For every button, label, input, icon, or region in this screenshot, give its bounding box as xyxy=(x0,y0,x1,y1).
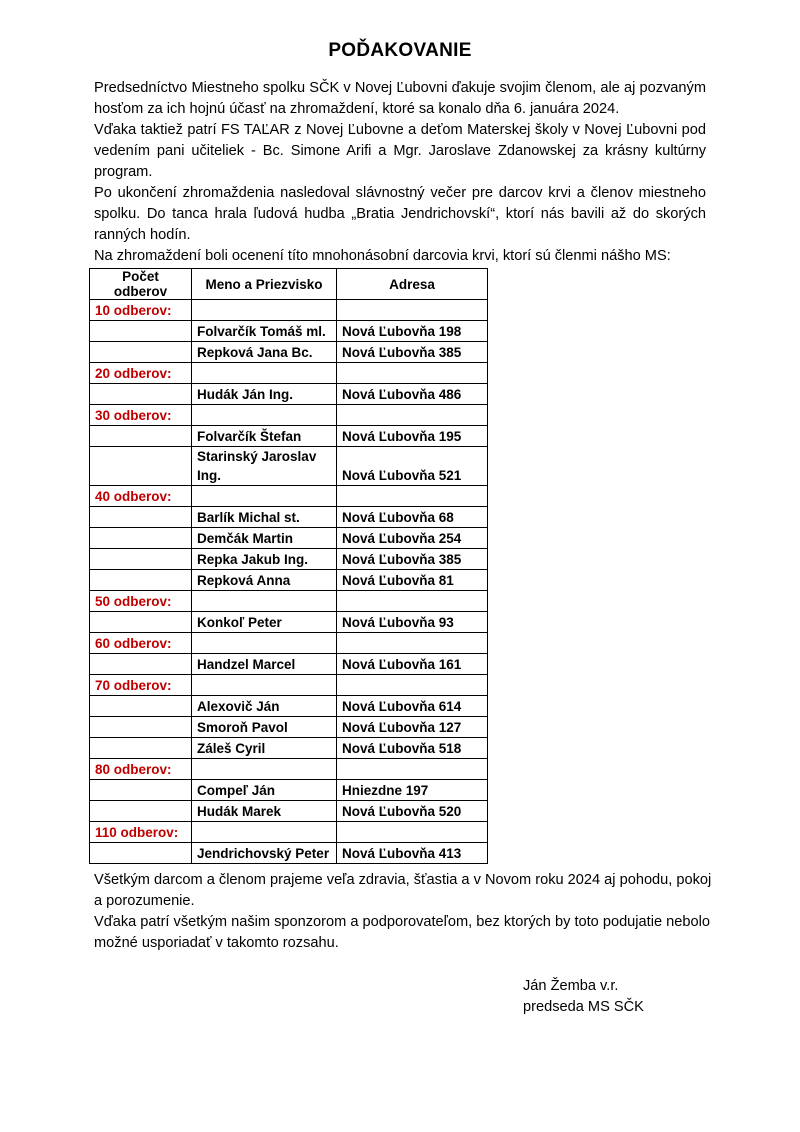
table-row xyxy=(90,780,488,801)
donor-address: Nová Ľubovňa 518 xyxy=(337,738,488,759)
donor-name: Folvarčík Štefan xyxy=(192,426,337,447)
header-count: Počet odberov xyxy=(90,269,192,300)
donor-name: Handzel Marcel xyxy=(192,654,337,675)
table-row xyxy=(90,384,488,405)
donor-address: Nová Ľubovňa 161 xyxy=(337,654,488,675)
donor-address: Nová Ľubovňa 68 xyxy=(337,507,488,528)
table-row xyxy=(90,801,488,822)
group-label: 20 odberov: xyxy=(90,363,192,384)
group-row xyxy=(90,675,488,696)
intro-paragraph: Po ukončení zhromaždenia nasledoval slávnostný večer pre darcov krvi a členov miestneho spolku. Do tanca hrala ľudová hudba „Bratia Jendrichovskí“, ktorí nás bavili až do skorých ranných hodín. xyxy=(94,185,706,243)
intro-paragraph: Predsedníctvo Miestneho spolku SČK v Novej Ľubovni ďakuje svojim členom, ale aj pozvaným hosťom za ich hojnú účasť na zhromaždení, ktoré sa konalo dňa 6. januára 2024. xyxy=(94,80,706,117)
donor-name: Compeľ Ján xyxy=(192,780,337,801)
donor-address: Nová Ľubovňa 195 xyxy=(337,426,488,447)
group-row xyxy=(90,822,488,843)
table-row xyxy=(90,447,488,486)
table-row xyxy=(90,654,488,675)
signature-name: Ján Žemba v.r. xyxy=(523,978,619,994)
donor-name: Záleš Cyril xyxy=(192,738,337,759)
intro-text xyxy=(94,78,706,267)
donor-address: Nová Ľubovňa 385 xyxy=(337,342,488,363)
page-title: POĎAKOVANIE xyxy=(328,40,472,61)
donor-address: Nová Ľubovňa 254 xyxy=(337,528,488,549)
table-row xyxy=(90,426,488,447)
group-label: 60 odberov: xyxy=(90,633,192,654)
donor-address: Nová Ľubovňa 127 xyxy=(337,717,488,738)
group-row xyxy=(90,591,488,612)
donor-address: Nová Ľubovňa 385 xyxy=(337,549,488,570)
donor-address: Nová Ľubovňa 486 xyxy=(337,384,488,405)
closing-paragraph: Vďaka patrí všetkým našim sponzorom a podporovateľom, bez ktorých by toto podujatie nebolo možné usporiadať v takomto rozsahu. xyxy=(94,914,710,951)
table-row xyxy=(90,717,488,738)
donor-address: Nová Ľubovňa 93 xyxy=(337,612,488,633)
donor-address: Nová Ľubovňa 614 xyxy=(337,696,488,717)
donor-address: Nová Ľubovňa 198 xyxy=(337,321,488,342)
donor-name: Hudák Ján Ing. xyxy=(192,384,337,405)
table-row xyxy=(90,612,488,633)
intro-paragraph: Vďaka taktiež patrí FS TAĽAR z Novej Ľubovne a deťom Materskej školy v Novej Ľubovni pod vedením pani učiteliek - Bc. Simone Arifi a Mgr. Jaroslave Zdanowskej za krásny kultúrny program. xyxy=(94,122,706,180)
group-label: 110 odberov: xyxy=(90,822,192,843)
group-label: 30 odberov: xyxy=(90,405,192,426)
donor-name: Smoroň Pavol xyxy=(192,717,337,738)
group-row xyxy=(90,486,488,507)
group-label: 10 odberov: xyxy=(90,300,192,321)
donor-address: Nová Ľubovňa 413 xyxy=(337,843,488,864)
group-row xyxy=(90,633,488,654)
group-row xyxy=(90,363,488,384)
table-header-row xyxy=(90,269,488,300)
donors-table xyxy=(89,268,488,864)
table-row xyxy=(90,570,488,591)
group-row xyxy=(90,405,488,426)
header-address: Adresa xyxy=(337,269,488,300)
table-row xyxy=(90,342,488,363)
donor-name: Repka Jakub Ing. xyxy=(192,549,337,570)
table-row xyxy=(90,738,488,759)
donor-name: Repková Jana Bc. xyxy=(192,342,337,363)
table-row xyxy=(90,843,488,864)
closing-text xyxy=(94,870,714,954)
donor-name: Jendrichovský Peter xyxy=(192,843,337,864)
group-label: 50 odberov: xyxy=(90,591,192,612)
donor-name: Hudák Marek xyxy=(192,801,337,822)
closing-paragraph: Všetkým darcom a členom prajeme veľa zdravia, šťastia a v Novom roku 2024 aj pohodu, pokoj a porozumenie. xyxy=(94,872,712,909)
table-row xyxy=(90,528,488,549)
donor-address: Hniezdne 197 xyxy=(337,780,488,801)
donor-address: Nová Ľubovňa 521 xyxy=(337,447,488,486)
table-row xyxy=(90,507,488,528)
donor-name: Barlík Michal st. xyxy=(192,507,337,528)
group-row xyxy=(90,759,488,780)
table-row xyxy=(90,549,488,570)
donor-address: Nová Ľubovňa 81 xyxy=(337,570,488,591)
signature-block xyxy=(523,976,644,1018)
donor-name: Konkoľ Peter xyxy=(192,612,337,633)
group-label: 80 odberov: xyxy=(90,759,192,780)
group-label: 40 odberov: xyxy=(90,486,192,507)
intro-paragraph: Na zhromaždení boli ocenení títo mnohonásobní darcovia krvi, ktorí sú členmi nášho MS: xyxy=(94,248,671,264)
donor-name: Starinský Jaroslav Ing. xyxy=(192,447,337,486)
header-name: Meno a Priezvisko xyxy=(192,269,337,300)
group-label: 70 odberov: xyxy=(90,675,192,696)
group-row xyxy=(90,300,488,321)
donor-name: Demčák Martin xyxy=(192,528,337,549)
donor-name: Folvarčík Tomáš ml. xyxy=(192,321,337,342)
table-row xyxy=(90,321,488,342)
donor-name: Repková Anna xyxy=(192,570,337,591)
signature-role: predseda MS SČK xyxy=(523,999,644,1015)
donor-address: Nová Ľubovňa 520 xyxy=(337,801,488,822)
donor-name: Alexovič Ján xyxy=(192,696,337,717)
table-row xyxy=(90,696,488,717)
